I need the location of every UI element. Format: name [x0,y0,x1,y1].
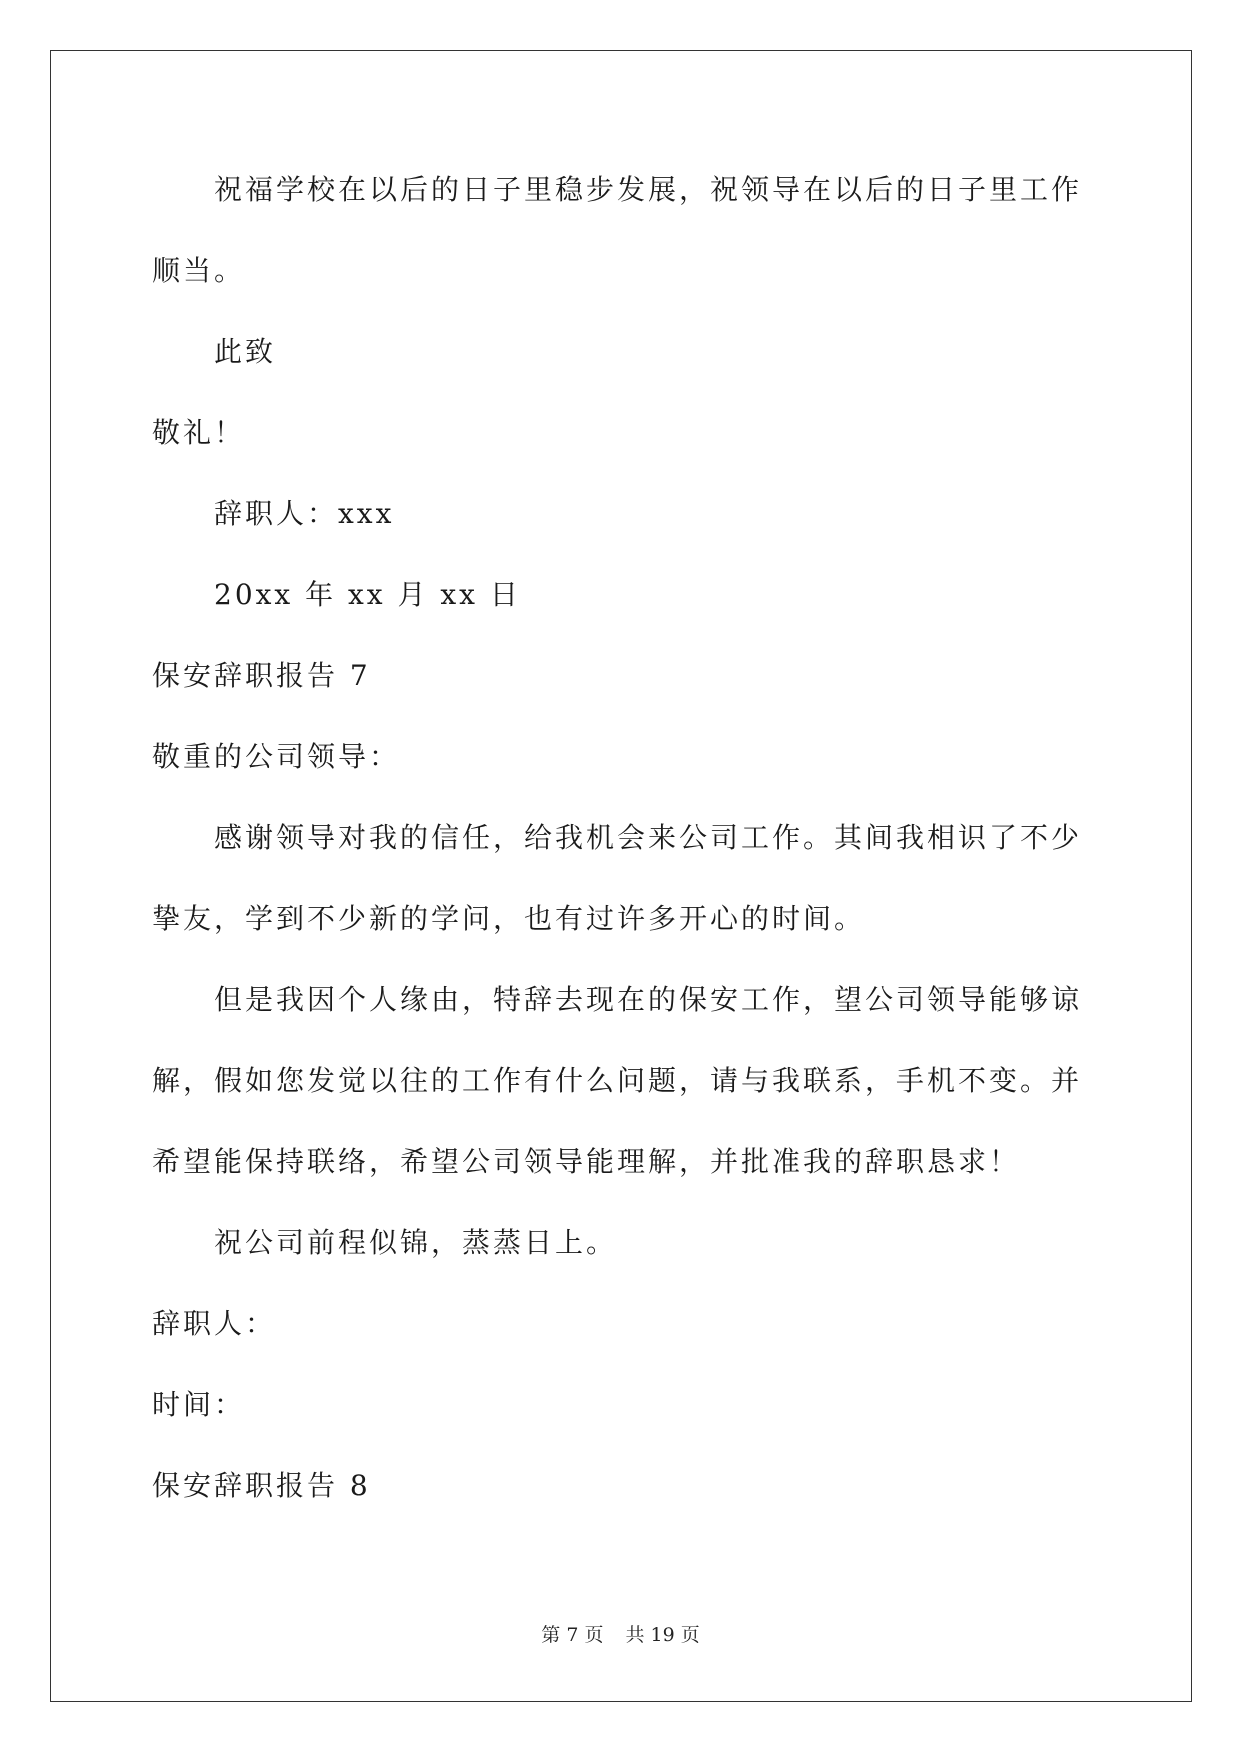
greeting-line: 敬重的公司领导： [152,740,401,773]
page-number: 第 7 页 [541,1624,604,1646]
paragraph-line: 但是我因个人缘由，特辞去现在的保安工作，望公司领导能够谅 [214,983,1083,1016]
paragraph-line: 挚友，学到不少新的学问，也有过许多开心的时间。 [152,902,866,935]
paragraph-line: 解，假如您发觉以往的工作有什么问题，请与我联系，手机不变。并 [152,1064,1083,1097]
page-footer [0,1620,1241,1647]
section-heading: 保安辞职报告 7 [152,659,371,692]
closing-salutation: 此致 [214,335,277,368]
page-total: 共 19 页 [625,1624,700,1646]
paragraph-line: 感谢领导对我的信任，给我机会来公司工作。其间我相识了不少 [214,821,1083,854]
paragraph-line: 祝公司前程似锦，蒸蒸日上。 [214,1226,618,1259]
document-body [152,160,1092,1537]
time-line: 时间： [152,1388,246,1421]
paragraph-line: 顺当。 [152,254,246,287]
paragraph-line: 希望能保持联络，希望公司领导能理解，并批准我的辞职恳求！ [152,1145,1021,1178]
signer-line: 辞职人： [152,1307,277,1340]
paragraph-line: 祝福学校在以后的日子里稳步发展，祝领导在以后的日子里工作 [214,173,1083,206]
signer-line: 辞职人：xxx [214,497,395,530]
date-line: 20xx 年 xx 月 xx 日 [214,578,521,611]
closing-regards: 敬礼！ [152,416,246,449]
section-heading: 保安辞职报告 8 [152,1469,371,1502]
